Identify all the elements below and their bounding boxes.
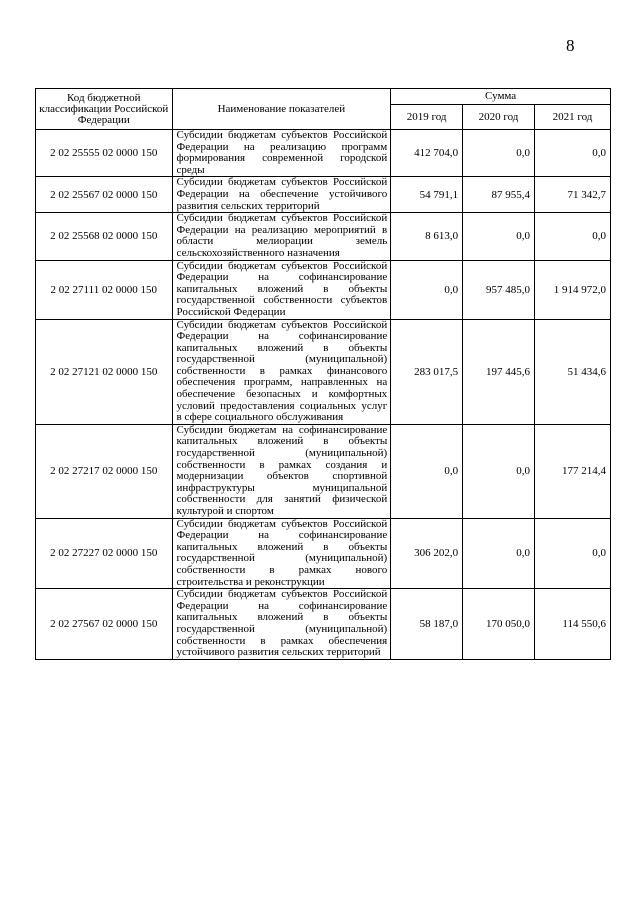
amount-2020: 0,0 xyxy=(463,518,535,589)
table-row xyxy=(36,589,611,660)
amount-2019: 306 202,0 xyxy=(391,518,463,589)
amount-2019: 283 017,5 xyxy=(391,319,463,424)
amount-2019: 0,0 xyxy=(391,424,463,518)
table-row xyxy=(36,319,611,424)
header-year-2021: 2021 год xyxy=(534,105,610,130)
table-row xyxy=(36,130,611,177)
indicator-name: Субсидии бюджетам субъектов Российской Федерации на обеспечение устойчивого развития сельских территорий xyxy=(172,177,391,213)
header-year-2020: 2020 год xyxy=(463,105,535,130)
amount-2021: 0,0 xyxy=(534,213,610,260)
table-row xyxy=(36,213,611,260)
indicator-name: Субсидии бюджетам субъектов Российской Федерации на софинансирование капитальных вложений в объекты государственной (муниципальной) собственности в рамках нового строительства и реконструкции xyxy=(172,518,391,589)
table-row xyxy=(36,424,611,518)
table-row xyxy=(36,518,611,589)
table-row xyxy=(36,260,611,319)
amount-2019: 0,0 xyxy=(391,260,463,319)
budget-table xyxy=(35,88,611,660)
indicator-name: Субсидии бюджетам субъектов Российской Федерации на реализацию программ формирования современной городской среды xyxy=(172,130,391,177)
amount-2021: 0,0 xyxy=(534,518,610,589)
indicator-name: Субсидии бюджетам субъектов Российской Федерации на софинансирование капитальных вложений в объекты государственной (муниципальной) собственности в рамках обеспечения устойчивого развития сельских территорий xyxy=(172,589,391,660)
amount-2020: 0,0 xyxy=(463,213,535,260)
header-code: Код бюджетной классификации Российской Федерации xyxy=(36,89,173,130)
budget-code: 2 02 25555 02 0000 150 xyxy=(36,130,173,177)
table-header xyxy=(36,89,611,130)
table-body xyxy=(36,130,611,660)
budget-code: 2 02 27217 02 0000 150 xyxy=(36,424,173,518)
table-row xyxy=(36,177,611,213)
amount-2019: 58 187,0 xyxy=(391,589,463,660)
budget-code: 2 02 27567 02 0000 150 xyxy=(36,589,173,660)
amount-2020: 87 955,4 xyxy=(463,177,535,213)
amount-2020: 197 445,6 xyxy=(463,319,535,424)
budget-code: 2 02 27227 02 0000 150 xyxy=(36,518,173,589)
indicator-name: Субсидии бюджетам субъектов Российской Федерации на реализацию мероприятий в области мелиорации земель сельскохозяйственного назначения xyxy=(172,213,391,260)
header-sum: Сумма xyxy=(391,89,611,105)
amount-2020: 957 485,0 xyxy=(463,260,535,319)
amount-2021: 71 342,7 xyxy=(534,177,610,213)
page-number: 8 xyxy=(566,36,575,55)
amount-2020: 0,0 xyxy=(463,424,535,518)
indicator-name: Субсидии бюджетам субъектов Российской Федерации на софинансирование капитальных вложений в объекты государственной собственности субъектов Российской Федерации xyxy=(172,260,391,319)
indicator-name: Субсидии бюджетам субъектов Российской Федерации на софинансирование капитальных вложений в объекты государственной (муниципальной) собственности в рамках финансового обеспечения программ, направленных на обеспечение безопасных и комфортных условий предоставления социальных услуг в сфере социального обслуживания xyxy=(172,319,391,424)
amount-2021: 114 550,6 xyxy=(534,589,610,660)
budget-code: 2 02 25568 02 0000 150 xyxy=(36,213,173,260)
amount-2020: 0,0 xyxy=(463,130,535,177)
amount-2021: 1 914 972,0 xyxy=(534,260,610,319)
amount-2019: 54 791,1 xyxy=(391,177,463,213)
header-year-2019: 2019 год xyxy=(391,105,463,130)
amount-2021: 0,0 xyxy=(534,130,610,177)
amount-2021: 51 434,6 xyxy=(534,319,610,424)
amount-2019: 412 704,0 xyxy=(391,130,463,177)
amount-2021: 177 214,4 xyxy=(534,424,610,518)
budget-code: 2 02 27111 02 0000 150 xyxy=(36,260,173,319)
amount-2019: 8 613,0 xyxy=(391,213,463,260)
budget-code: 2 02 25567 02 0000 150 xyxy=(36,177,173,213)
budget-code: 2 02 27121 02 0000 150 xyxy=(36,319,173,424)
amount-2020: 170 050,0 xyxy=(463,589,535,660)
header-name: Наименование показателей xyxy=(172,89,391,130)
indicator-name: Субсидии бюджетам на софинансирование капитальных вложений в объекты государственной (муниципальной) собственности в рамках создания и модернизации объектов спортивной инфраструктуры муниципальной собственности для занятий физической культурой и спортом xyxy=(172,424,391,518)
